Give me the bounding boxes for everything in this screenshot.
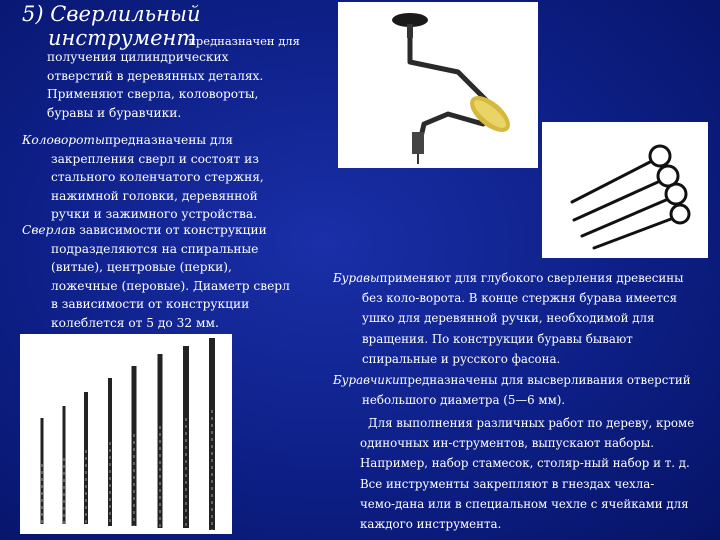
text-fragment: предназначены для — [104, 133, 233, 147]
text-line: буравы и буравчики. — [47, 105, 182, 120]
term-buravchiki: Буравчики — [333, 373, 400, 387]
title-term: инструмент — [48, 26, 197, 50]
text-line: стального коленчатого стержня, — [51, 170, 264, 184]
text-line: получения цилиндрических — [47, 50, 229, 64]
term-buravy: Буравы — [333, 271, 380, 285]
text-fragment: применяют для глубокого сверления древесины — [379, 271, 684, 285]
text-line: без коло-ворота. В конце стержня бурава имеется — [362, 291, 678, 306]
slide-title — [22, 2, 300, 50]
text-line: в зависимости от конструкции — [51, 297, 250, 311]
text-line: каждого инструмента. — [360, 517, 502, 532]
text-line: закрепления сверл и состоят из — [51, 151, 259, 166]
text-line: отверстий в деревянных деталях. — [47, 68, 264, 83]
gimlets-image — [542, 122, 708, 258]
text-line: колеблется от 5 до 32 мм. — [51, 315, 219, 330]
text-fragment: предназначены для высверливания отверстий — [399, 373, 691, 387]
text-line: Все инструменты закрепляют в гнездах чехла- — [360, 476, 655, 491]
text-line — [333, 268, 683, 288]
text-fragment: в зависимости от конструкции — [68, 223, 267, 237]
text-line — [22, 131, 264, 150]
text-line: одиночных ин-струментов, выпускают наборы. — [360, 436, 654, 451]
text-line: ушко для деревянной ручки, необходимой для — [362, 311, 655, 326]
buravy-paragraph — [333, 268, 683, 369]
gimlets-icon — [542, 122, 708, 258]
text-line: вращения. По конструкции буравы бывают — [362, 331, 633, 346]
kolovorot-paragraph — [22, 131, 264, 224]
brace-drill-icon — [338, 2, 538, 168]
title-rest: предназначен для — [188, 34, 300, 48]
text-line — [333, 370, 691, 390]
brace-drill-image — [338, 2, 538, 168]
drill-bits-icon — [20, 334, 232, 534]
intro-paragraph — [47, 48, 263, 122]
text-line: ручки и зажимного устройства. — [51, 207, 257, 221]
text-line: Например, набор стамесок, столяр-ный набор и т. д. — [360, 456, 690, 471]
text-line: чемо-дана или в специальном чехле с ячейками для — [360, 496, 689, 511]
term-kolovorot: Коловороты — [22, 133, 105, 147]
nabory-paragraph — [360, 413, 694, 534]
text-line: подразделяются на спиральные — [51, 241, 259, 256]
buravchiki-paragraph — [333, 370, 691, 410]
sverla-paragraph — [22, 221, 290, 332]
text-line: небольшого диаметра (5—6 мм). — [362, 393, 566, 408]
drill-bits-image — [20, 334, 232, 534]
text-line: спиральные и русского фасона. — [362, 351, 561, 366]
text-line: Для выполнения различных работ по дереву, кроме — [368, 416, 695, 430]
text-line: нажимной головки, деревянной — [51, 188, 258, 203]
title-line-1: 5) Сверлильный — [22, 2, 201, 26]
text-line: Применяют сверла, коловороты, — [47, 87, 259, 101]
text-line: ложечные (перовые). Диаметр сверл — [51, 278, 290, 293]
text-line: (витые), центровые (перки), — [51, 260, 232, 274]
term-sverla: Сверла — [22, 223, 69, 237]
text-line — [22, 221, 290, 240]
